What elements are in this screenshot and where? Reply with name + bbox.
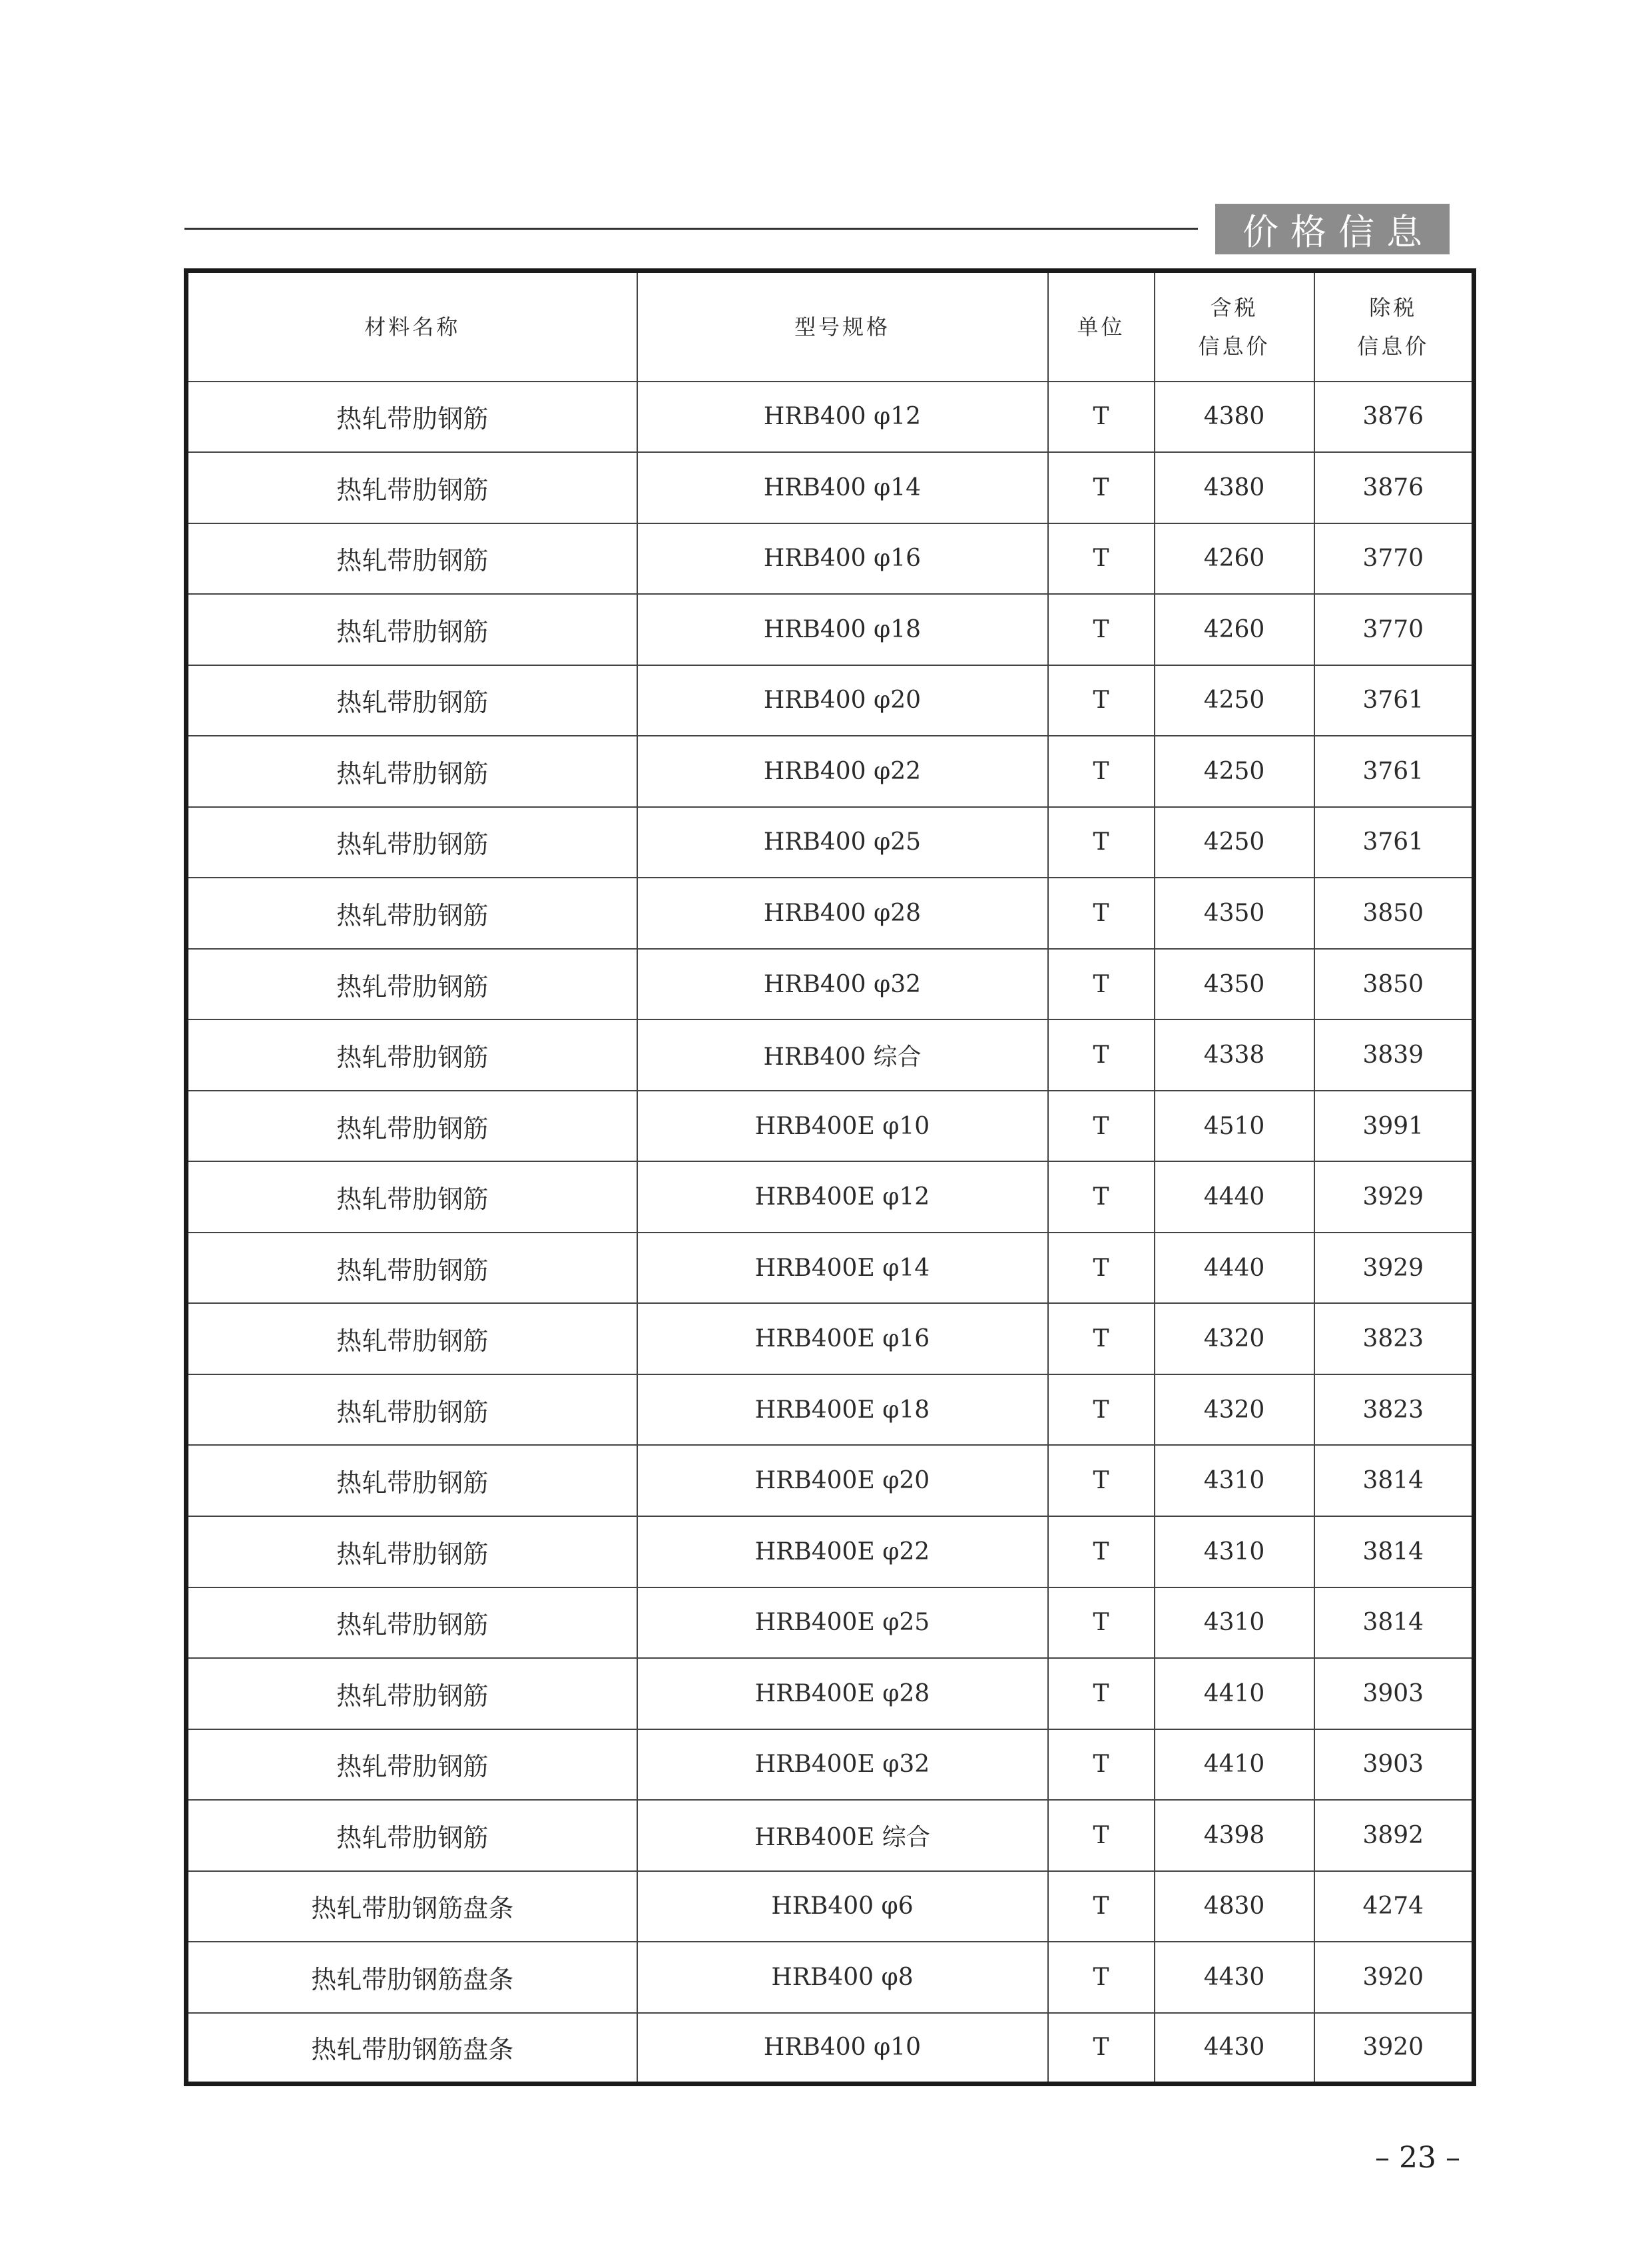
- cell-material-name: 热轧带肋钢筋: [186, 665, 637, 736]
- cell-spec: HRB400E φ20: [637, 1445, 1048, 1516]
- cell-unit: T: [1048, 523, 1155, 595]
- cell-material-name: 热轧带肋钢筋: [186, 949, 637, 1020]
- cell-unit: T: [1048, 1233, 1155, 1304]
- table-row: [186, 594, 1474, 665]
- cell-material-name: 热轧带肋钢筋: [186, 1303, 637, 1374]
- cell-tax-excl-price: 3850: [1314, 949, 1474, 1020]
- cell-tax-excl-price: 3920: [1314, 2013, 1474, 2084]
- cell-tax-excl-price: 3761: [1314, 807, 1474, 878]
- cell-unit: T: [1048, 807, 1155, 878]
- cell-unit: T: [1048, 452, 1155, 523]
- cell-tax-excl-price: 3929: [1314, 1161, 1474, 1233]
- cell-tax-excl-price: 3876: [1314, 382, 1474, 453]
- table-row: [186, 1800, 1474, 1871]
- column-header-label: 材料名称: [364, 314, 461, 340]
- cell-tax-excl-price: 3903: [1314, 1658, 1474, 1729]
- column-header-material: [186, 271, 637, 382]
- cell-spec: HRB400E 综合: [637, 1800, 1048, 1871]
- cell-spec: HRB400 φ12: [637, 382, 1048, 453]
- cell-unit: T: [1048, 1019, 1155, 1091]
- cell-spec: HRB400 φ10: [637, 2013, 1048, 2084]
- cell-tax-incl-price: 4310: [1155, 1516, 1314, 1587]
- cell-material-name: 热轧带肋钢筋: [186, 807, 637, 878]
- table-row: [186, 1942, 1474, 2013]
- cell-material-name: 热轧带肋钢筋: [186, 1729, 637, 1801]
- cell-spec: HRB400E φ32: [637, 1729, 1048, 1801]
- cell-tax-excl-price: 3814: [1314, 1445, 1474, 1516]
- cell-spec: HRB400 综合: [637, 1019, 1048, 1091]
- column-header-label-line2: 信息价: [1198, 333, 1270, 359]
- cell-tax-incl-price: 4380: [1155, 382, 1314, 453]
- cell-material-name: 热轧带肋钢筋: [186, 1800, 637, 1871]
- cell-spec: HRB400E φ12: [637, 1161, 1048, 1233]
- table-row: [186, 807, 1474, 878]
- table-row: [186, 1091, 1474, 1162]
- cell-spec: HRB400 φ6: [637, 1871, 1048, 1942]
- table-row: [186, 736, 1474, 807]
- cell-tax-incl-price: 4310: [1155, 1587, 1314, 1659]
- cell-spec: HRB400E φ14: [637, 1233, 1048, 1304]
- cell-tax-excl-price: 3991: [1314, 1091, 1474, 1162]
- table-row: [186, 2013, 1474, 2084]
- cell-tax-incl-price: 4250: [1155, 807, 1314, 878]
- cell-spec: HRB400E φ16: [637, 1303, 1048, 1374]
- cell-tax-excl-price: 3761: [1314, 736, 1474, 807]
- cell-unit: T: [1048, 1587, 1155, 1659]
- cell-unit: T: [1048, 1374, 1155, 1446]
- cell-unit: T: [1048, 736, 1155, 807]
- cell-unit: T: [1048, 1303, 1155, 1374]
- cell-tax-excl-price: 4274: [1314, 1871, 1474, 1942]
- column-header-label: 型号规格: [794, 314, 890, 340]
- cell-unit: T: [1048, 1516, 1155, 1587]
- cell-tax-incl-price: 4410: [1155, 1729, 1314, 1801]
- cell-unit: T: [1048, 1729, 1155, 1801]
- table-row: [186, 523, 1474, 595]
- cell-spec: HRB400 φ18: [637, 594, 1048, 665]
- table-row: [186, 1516, 1474, 1587]
- cell-spec: HRB400 φ14: [637, 452, 1048, 523]
- table-body: [186, 382, 1474, 2084]
- cell-spec: HRB400 φ8: [637, 1942, 1048, 2013]
- cell-tax-excl-price: 3903: [1314, 1729, 1474, 1801]
- cell-spec: HRB400 φ25: [637, 807, 1048, 878]
- header-rule: [184, 228, 1198, 230]
- cell-unit: T: [1048, 1445, 1155, 1516]
- cell-tax-incl-price: 4510: [1155, 1091, 1314, 1162]
- cell-spec: HRB400E φ28: [637, 1658, 1048, 1729]
- cell-tax-excl-price: 3920: [1314, 1942, 1474, 2013]
- table-row: [186, 878, 1474, 949]
- cell-unit: T: [1048, 594, 1155, 665]
- cell-unit: T: [1048, 1871, 1155, 1942]
- cell-material-name: 热轧带肋钢筋: [186, 1658, 637, 1729]
- cell-material-name: 热轧带肋钢筋盘条: [186, 1871, 637, 1942]
- cell-unit: T: [1048, 1658, 1155, 1729]
- column-header-label: 除税: [1369, 294, 1418, 320]
- table-row: [186, 382, 1474, 453]
- cell-unit: T: [1048, 665, 1155, 736]
- cell-unit: T: [1048, 1091, 1155, 1162]
- cell-tax-incl-price: 4410: [1155, 1658, 1314, 1729]
- cell-tax-excl-price: 3770: [1314, 594, 1474, 665]
- column-header-tax-incl-price: [1155, 271, 1314, 382]
- table-row: [186, 1374, 1474, 1446]
- cell-tax-incl-price: 4260: [1155, 523, 1314, 595]
- table-row: [186, 452, 1474, 523]
- table-row: [186, 1445, 1474, 1516]
- cell-unit: T: [1048, 878, 1155, 949]
- table-row: [186, 949, 1474, 1020]
- cell-tax-excl-price: 3770: [1314, 523, 1474, 595]
- column-header-label: 单位: [1077, 314, 1125, 340]
- cell-unit: T: [1048, 949, 1155, 1020]
- cell-tax-incl-price: 4320: [1155, 1374, 1314, 1446]
- column-header-spec: [637, 271, 1048, 382]
- cell-tax-excl-price: 3929: [1314, 1233, 1474, 1304]
- cell-tax-incl-price: 4250: [1155, 665, 1314, 736]
- cell-tax-incl-price: 4440: [1155, 1233, 1314, 1304]
- cell-tax-incl-price: 4350: [1155, 878, 1314, 949]
- cell-material-name: 热轧带肋钢筋: [186, 1445, 637, 1516]
- cell-material-name: 热轧带肋钢筋: [186, 1233, 637, 1304]
- section-title: 价格信息: [1215, 204, 1450, 254]
- cell-unit: T: [1048, 1800, 1155, 1871]
- cell-unit: T: [1048, 382, 1155, 453]
- column-header-label-line2: 信息价: [1357, 333, 1430, 359]
- cell-tax-excl-price: 3823: [1314, 1374, 1474, 1446]
- cell-tax-incl-price: 4830: [1155, 1871, 1314, 1942]
- cell-unit: T: [1048, 2013, 1155, 2084]
- cell-material-name: 热轧带肋钢筋: [186, 1161, 637, 1233]
- price-table: [184, 268, 1476, 2086]
- cell-tax-incl-price: 4380: [1155, 452, 1314, 523]
- cell-tax-incl-price: 4260: [1155, 594, 1314, 665]
- cell-spec: HRB400 φ28: [637, 878, 1048, 949]
- cell-material-name: 热轧带肋钢筋盘条: [186, 1942, 637, 2013]
- table-row: [186, 1729, 1474, 1801]
- cell-tax-incl-price: 4338: [1155, 1019, 1314, 1091]
- table-header-row: [186, 271, 1474, 382]
- cell-tax-excl-price: 3876: [1314, 452, 1474, 523]
- column-header-unit: [1048, 271, 1155, 382]
- cell-tax-incl-price: 4398: [1155, 1800, 1314, 1871]
- table-row: [186, 1019, 1474, 1091]
- cell-unit: T: [1048, 1942, 1155, 2013]
- cell-tax-incl-price: 4250: [1155, 736, 1314, 807]
- table-row: [186, 1587, 1474, 1659]
- cell-tax-excl-price: 3823: [1314, 1303, 1474, 1374]
- cell-tax-incl-price: 4430: [1155, 2013, 1314, 2084]
- cell-tax-incl-price: 4320: [1155, 1303, 1314, 1374]
- cell-unit: T: [1048, 1161, 1155, 1233]
- table-row: [186, 1161, 1474, 1233]
- cell-tax-incl-price: 4350: [1155, 949, 1314, 1020]
- cell-spec: HRB400 φ32: [637, 949, 1048, 1020]
- cell-tax-excl-price: 3761: [1314, 665, 1474, 736]
- cell-material-name: 热轧带肋钢筋: [186, 1587, 637, 1659]
- cell-material-name: 热轧带肋钢筋: [186, 452, 637, 523]
- cell-spec: HRB400E φ22: [637, 1516, 1048, 1587]
- column-header-tax-excl-price: [1314, 271, 1474, 382]
- cell-tax-incl-price: 4310: [1155, 1445, 1314, 1516]
- cell-material-name: 热轧带肋钢筋盘条: [186, 2013, 637, 2084]
- cell-spec: HRB400E φ25: [637, 1587, 1048, 1659]
- page-number: – 23 –: [1375, 2141, 1460, 2175]
- cell-spec: HRB400 φ16: [637, 523, 1048, 595]
- cell-material-name: 热轧带肋钢筋: [186, 1516, 637, 1587]
- cell-tax-excl-price: 3814: [1314, 1516, 1474, 1587]
- cell-material-name: 热轧带肋钢筋: [186, 1019, 637, 1091]
- cell-spec: HRB400E φ18: [637, 1374, 1048, 1446]
- cell-material-name: 热轧带肋钢筋: [186, 1091, 637, 1162]
- cell-tax-incl-price: 4440: [1155, 1161, 1314, 1233]
- cell-spec: HRB400E φ10: [637, 1091, 1048, 1162]
- table-row: [186, 1303, 1474, 1374]
- cell-tax-excl-price: 3814: [1314, 1587, 1474, 1659]
- table-row: [186, 665, 1474, 736]
- column-header-label: 含税: [1210, 294, 1258, 320]
- table-row: [186, 1233, 1474, 1304]
- cell-spec: HRB400 φ22: [637, 736, 1048, 807]
- cell-material-name: 热轧带肋钢筋: [186, 736, 637, 807]
- table-row: [186, 1871, 1474, 1942]
- table-row: [186, 1658, 1474, 1729]
- cell-tax-excl-price: 3892: [1314, 1800, 1474, 1871]
- cell-spec: HRB400 φ20: [637, 665, 1048, 736]
- cell-tax-excl-price: 3850: [1314, 878, 1474, 949]
- cell-material-name: 热轧带肋钢筋: [186, 1374, 637, 1446]
- cell-material-name: 热轧带肋钢筋: [186, 878, 637, 949]
- cell-material-name: 热轧带肋钢筋: [186, 382, 637, 453]
- cell-material-name: 热轧带肋钢筋: [186, 523, 637, 595]
- cell-tax-incl-price: 4430: [1155, 1942, 1314, 2013]
- cell-tax-excl-price: 3839: [1314, 1019, 1474, 1091]
- cell-material-name: 热轧带肋钢筋: [186, 594, 637, 665]
